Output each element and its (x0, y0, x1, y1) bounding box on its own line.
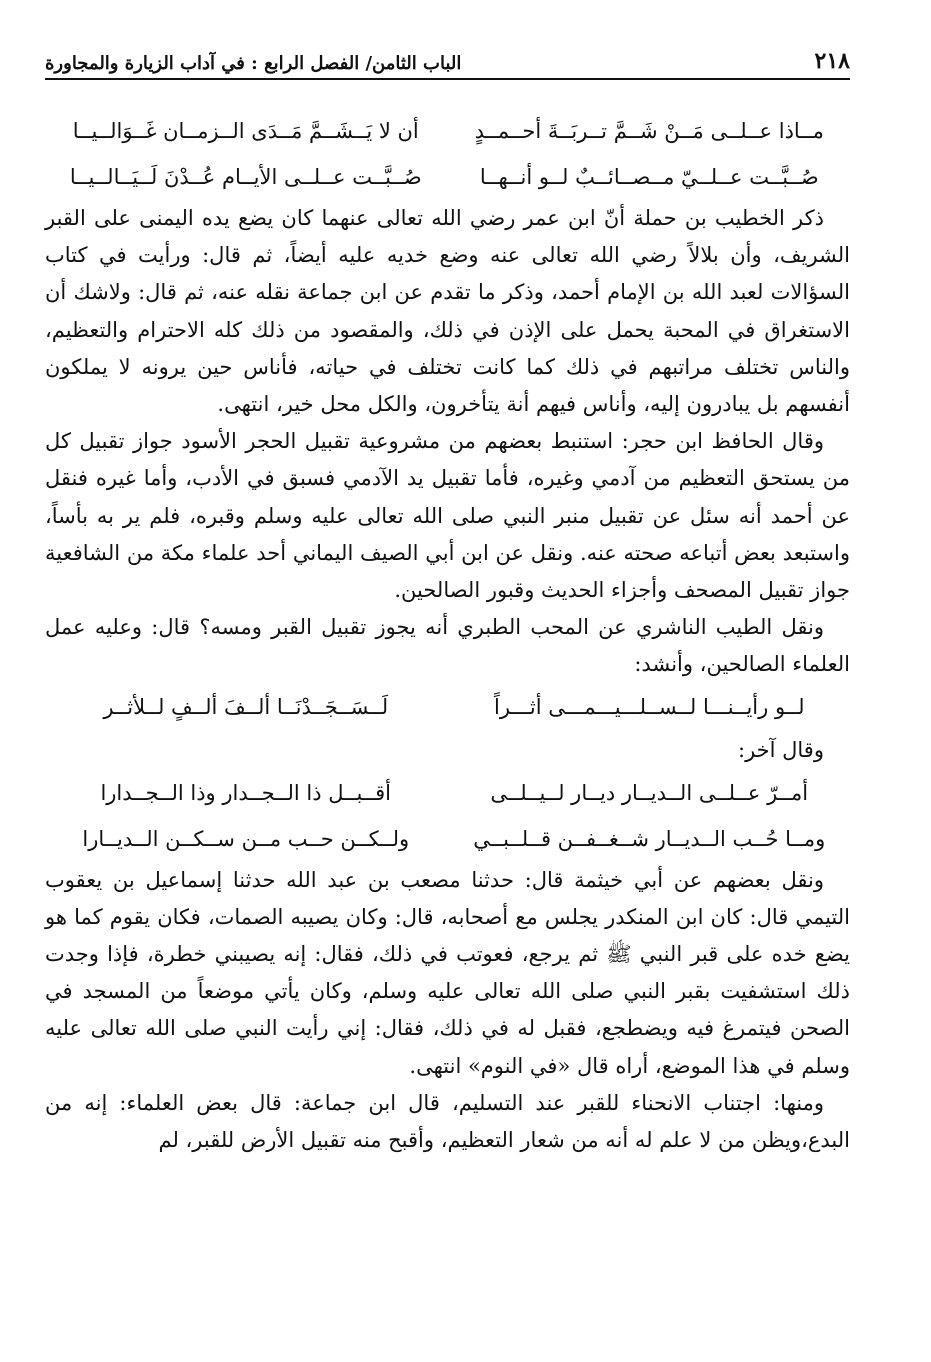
another-said-line: وقال آخر: (738, 737, 824, 762)
verse-line (45, 770, 850, 816)
verse-first-hemistich: لــو رأيــنـــا لــســلـــيـــمـــى أثـــراً (494, 694, 805, 719)
verse-line (45, 108, 850, 154)
verse-second-hemistich: صُــبَّــت عــلــى الأيــام عُــدْنَ لَــيَــالــيــا (69, 165, 422, 189)
verse-second-hemistich: لَــسَــجَــدْنَــا ألــفَ ألــفٍ لــلأثــر (103, 694, 389, 719)
paragraph: ونقل بعضهم عن أبي خيثمة قال: حدثنا مصعب بن عبد الله حدثنا إسماعيل بن يعقوب التيمي قال: كان ابن المنكدر يجلس مع أصحابه، قال: وكان يصيبه الصمات، فكان يقوم كما هو يضع خده على قبر النبي ﷺ ثم يرجع، فعوتب في ذلك، فقال: إنه يصيبني خطرة، فإذا وجدت ذلك استشفيت بقبر النبي صلى الله تعالى عليه وسلم، وكان يأتي موضعاً من المسجد في الصحن فيتمرغ فيه ويضطجع، فقبل له في ذلك، فقال: إني رأيت النبي صلى الله تعالى عليه وسلم في هذا الموضع، أراه قال «في النوم» انتهى. (45, 867, 850, 1078)
verse-line (45, 154, 850, 200)
paragraph: وقال الحافظ ابن حجر: استنبط بعضهم من مشروعية تقبيل الحجر الأسود جواز تقبيل كل من يستحق التعظيم من آدمي وغيره، فأما تقبيل يد الآدمي فسبق في الأدب، وأما غيره فنقل عن أحمد أنه سئل عن تقبيل منبر النبي صلى الله تعالى عليه وسلم وقبره، فلم ير به بأساً، واستبعد بعض أتباعه صحته عنه. ونقل عن ابن أبي الصيف اليماني أحد علماء مكة من الشافعية جواز تقبيل المصحف وأجزاء الحديث وقبور الصالحين. (45, 429, 850, 603)
verse-second-hemistich: أن لا يَــشَــمَّ مَــدَى الــزمــان غَــوَالــيــا (72, 119, 419, 143)
verse-first-hemistich: صُــبَّــت عــلــيّ مــصــائــبٌ لــو أنــهــا (479, 165, 819, 189)
verse-first-hemistich: ومــا حُــب الــديــار شــغــفــن قــلــبــي (473, 826, 826, 851)
paragraph: ذكر الخطيب بن حملة أنّ ابن عمر رضي الله تعالى عنهما كان يضع يده اليمنى على القبر الشريف، وأن بلالاً رضي الله تعالى عنه وضع خديه عليه أيضاً، ثم قال: ورأيت في كتاب السؤالات لعبد الله بن الإمام أحمد، وذكر ما تقدم عن ابن جماعة نقله عنه، ثم قال: ولاشك أن الاستغراق في المحبة يحمل على الإذن في ذلك، والمقصود من ذلك كله الاحترام والتعظيم، والناس تختلف مراتبهم في ذلك كما كانت تختلف في حياته، فأناس حين يرونه لا يملكون أنفسهم بل يبادرون إليه، وأناس فيهم أنة يتأخرون، والكل محل خير، انتهى. (45, 206, 850, 417)
page-number: ٢١٨ (814, 48, 850, 74)
page-header (45, 40, 850, 80)
verse-second-hemistich: ولــكــن حــب مــن ســكــن الــديــارا (82, 826, 410, 851)
verse-second-hemistich: أقــبــل ذا الــجــدار وذا الــجــدارا (100, 780, 392, 805)
paragraph: ومنها: اجتناب الانحناء للقبر عند التسليم، قال ابن جماعة: قال بعض العلماء: إنه من البدع،ويظن من لا علم له أنه من شعار التعظيم، وأقبح منه تقبيل الأرض للقبر، لم (45, 1090, 850, 1153)
verse-line (45, 684, 850, 730)
verse-first-hemistich: أمــرّ عــلــى الــديــار ديــار لــيــلــى (490, 780, 809, 805)
running-title: الباب الثامن/ الفصل الرابع : في آداب الزيارة والمجاورة (45, 53, 462, 74)
verse-line (45, 816, 850, 862)
body-text (45, 108, 850, 1159)
paragraph: ونقل الطيب الناشري عن المحب الطبري أنه يجوز تقبيل القبر ومسه؟ قال: وعليه عمل العلماء الصالحين، وأنشد: (45, 615, 850, 677)
verse-first-hemistich: مــاذا عــلــى مَــنْ شَــمَّ تــربَــةَ أحــمــدٍ (474, 119, 824, 143)
